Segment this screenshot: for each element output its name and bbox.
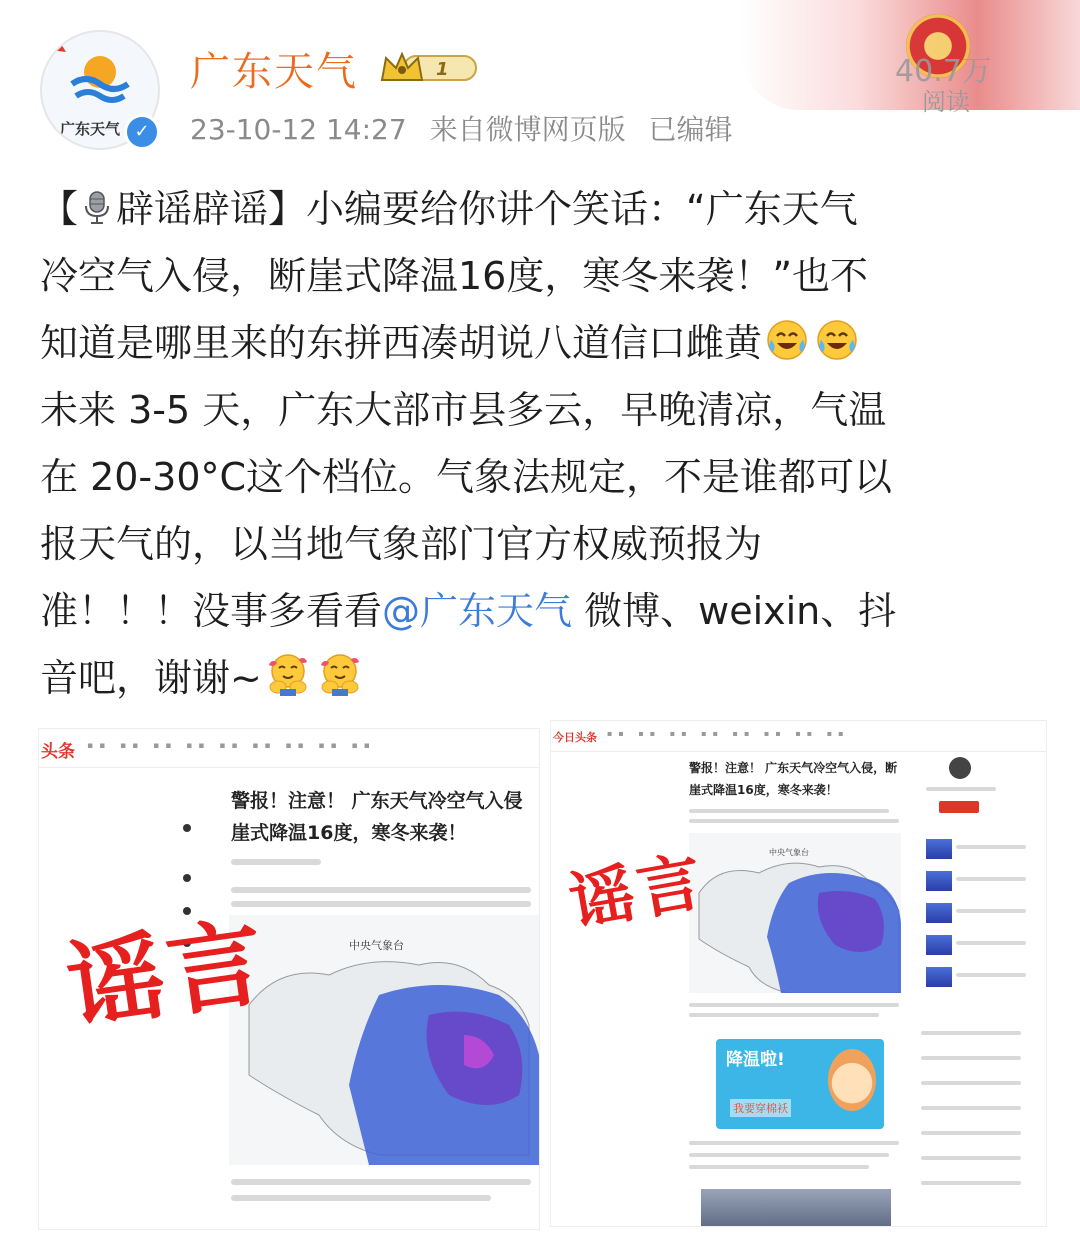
timestamp: 23-10-12 14:27	[190, 113, 407, 146]
post-line-7-text: 准！！！没事多看看	[40, 589, 383, 633]
post-line-2: 冷空气入侵，断崖式降温16度，寒冬来袭！”也不	[40, 254, 869, 298]
verified-icon: ✓	[124, 114, 160, 150]
related-thumb	[926, 903, 952, 923]
sidebar-text-line	[921, 1031, 1021, 1035]
laugh-cry-emoji	[815, 318, 859, 362]
rumor-screenshot-left[interactable]	[38, 728, 540, 1230]
post-line-7	[40, 578, 1045, 645]
sidebar-text-line	[921, 1106, 1021, 1110]
post-line-6: 报天气的，以当地气象部门官方权威预报为	[40, 522, 763, 566]
site-nav	[551, 721, 1046, 752]
article-text-line	[231, 901, 531, 907]
author-avatar	[949, 757, 971, 779]
badge-level: 1	[436, 59, 449, 80]
sidebar-text-line	[956, 909, 1026, 913]
article-text-line	[231, 1179, 531, 1185]
sidebar-text-line	[921, 1181, 1021, 1185]
post-line-8	[40, 645, 1045, 712]
sidebar-text-line	[926, 787, 996, 791]
crown-badge-icon[interactable]	[378, 50, 480, 86]
article-title-line-1: 警报！注意！ 广东天气冷空气入侵，断	[689, 761, 898, 775]
map-label: 中央气象台	[349, 939, 404, 952]
map-label: 中央气象台	[769, 848, 809, 857]
sidebar-text-line	[956, 845, 1026, 849]
related-thumb	[926, 935, 952, 955]
related-thumb	[926, 839, 952, 859]
article-meta-line	[231, 859, 321, 865]
sidebar-text-line	[921, 1081, 1021, 1085]
laugh-cry-emoji	[765, 318, 809, 362]
hug-emoji	[317, 651, 363, 697]
nav-links-placeholder: ▪▪ ▪▪ ▪▪ ▪▪ ▪▪ ▪▪ ▪▪ ▪▪ ▪▪	[87, 741, 376, 751]
follow-button	[939, 801, 979, 813]
sidebar-text-line	[921, 1056, 1021, 1060]
post-line-1-text: 辟谣辟谣】小编要给你讲个笑话：“广东天气	[116, 187, 858, 231]
article-text-line	[689, 1153, 889, 1157]
article-title	[231, 785, 523, 849]
post-line-4: 未来 3-5 天，广东大部市县多云，早晚清凉，气温	[40, 388, 887, 432]
post-line-1	[40, 176, 1045, 243]
rumor-screenshot-right[interactable]	[550, 720, 1047, 1227]
article-title	[689, 757, 897, 801]
rumor-stamp: 谣言	[61, 904, 275, 1045]
bracket-open: 【	[40, 187, 79, 231]
avatar-label: 广东天气	[60, 121, 121, 138]
article-text-line	[689, 1013, 879, 1017]
post-header	[0, 0, 1080, 160]
site-logo: 头条	[41, 742, 75, 762]
hug-emoji	[265, 651, 311, 697]
article-text-line	[689, 1165, 869, 1169]
username[interactable]: 广东天气	[190, 49, 358, 95]
sidebar-text-line	[921, 1156, 1021, 1160]
cartoon-subtitle: 我要穿棉袄	[730, 1099, 791, 1117]
article-bottom-image	[701, 1189, 891, 1227]
read-label: 阅读	[922, 88, 970, 116]
post-line-5: 在 20-30°C这个档位。气象法规定，不是谁都可以	[40, 455, 893, 499]
cartoon-girl-icon	[828, 1049, 876, 1111]
cartoon-title: 降温啦!	[726, 1050, 785, 1070]
weather-map	[689, 833, 901, 993]
article-text-line	[231, 1195, 491, 1201]
post-line-3-text: 知道是哪里来的东拼西凑胡说八道信口雌黄	[40, 321, 763, 365]
article-text-line	[689, 819, 899, 823]
sidebar-text-line	[956, 973, 1026, 977]
post-line-8-text: 音吧，谢谢~	[40, 656, 262, 700]
nav-links-placeholder: ▪▪ ▪▪ ▪▪ ▪▪ ▪▪ ▪▪ ▪▪ ▪▪	[607, 729, 850, 738]
edited-label[interactable]: 已编辑	[648, 113, 733, 146]
post-meta	[190, 108, 733, 148]
post-line-7-suffix: 微博、weixin、抖	[572, 589, 897, 633]
sidebar-text-line	[956, 877, 1026, 881]
article-title-line-2: 崖式降温16度，寒冬来袭！	[689, 783, 838, 797]
article-title-line-2: 崖式降温16度，寒冬来袭！	[231, 822, 467, 844]
post-body	[40, 176, 1045, 712]
site-nav	[39, 729, 539, 768]
article-title-line-1: 警报！注意！ 广东天气冷空气入侵	[231, 790, 523, 812]
weather-map	[229, 915, 539, 1165]
sidebar-text-line	[921, 1131, 1021, 1135]
cartoon-image	[716, 1039, 884, 1129]
sidebar-text-line	[956, 941, 1026, 945]
related-thumb	[926, 871, 952, 891]
article-text-line	[689, 809, 889, 813]
related-thumb	[926, 967, 952, 987]
article-text-line	[689, 1003, 899, 1007]
site-logo: 今日头条	[553, 731, 597, 744]
post-line-3	[40, 310, 1045, 377]
read-count: 40.7万	[895, 54, 992, 89]
mention-link[interactable]: @广东天气	[382, 589, 573, 633]
microphone-icon	[82, 190, 112, 226]
article-text-line	[231, 887, 531, 893]
rumor-stamp: 谣言	[564, 843, 712, 942]
post-source: 来自微博网页版	[429, 113, 626, 146]
article-text-line	[689, 1141, 899, 1145]
